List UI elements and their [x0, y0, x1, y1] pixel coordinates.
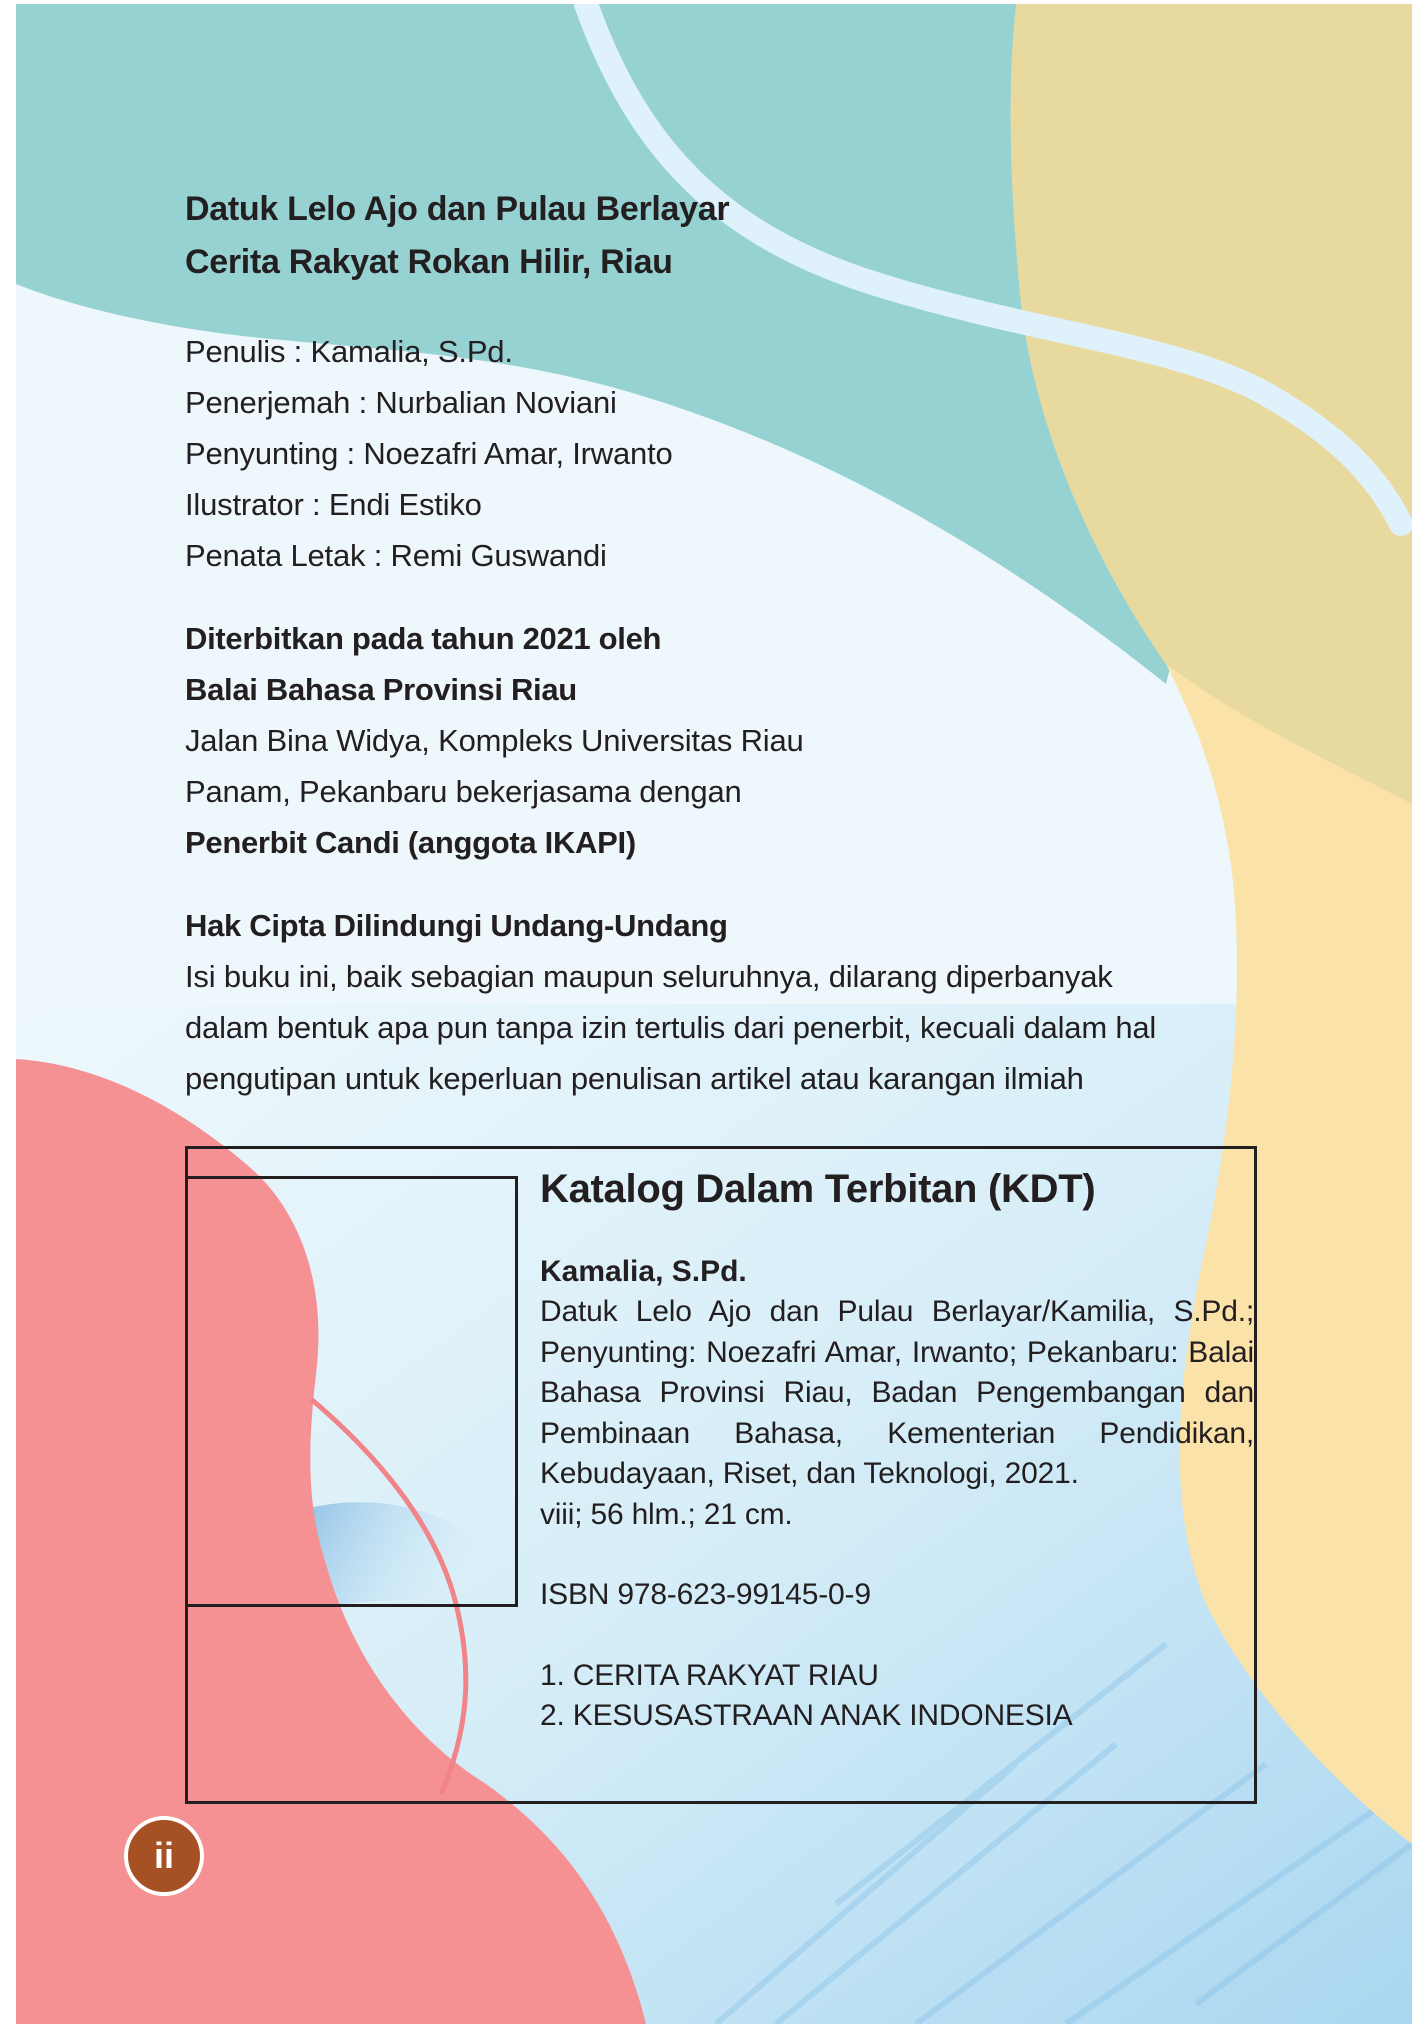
published-line: Diterbitkan pada tahun 2021 oleh: [185, 621, 662, 656]
book-title: Datuk Lelo Ajo dan Pulau Berlayar: [185, 190, 730, 228]
book-subtitle: Cerita Rakyat Rokan Hilir, Riau: [185, 243, 673, 281]
credit-layout: Penata Letak : Remi Guswandi: [185, 538, 607, 573]
kdt-subject-item: 1. CERITA RAKYAT RIAU: [540, 1658, 879, 1692]
kdt-subjects: [540, 1656, 1254, 1737]
kdt-author: Kamalia, S.Pd.: [540, 1255, 747, 1288]
credit-writer: Penulis : Kamalia, S.Pd.: [185, 334, 513, 369]
publisher-partner: Penerbit Candi (anggota IKAPI): [185, 825, 636, 860]
kdt-catalog: [540, 1164, 1254, 1737]
page-number-badge: ii: [124, 1816, 204, 1896]
kdt-inner-frame: [185, 1176, 518, 1607]
copyright-text-line: Isi buku ini, baik sebagian maupun seluruhnya, dilarang diperbanyak: [185, 959, 1113, 994]
publisher-address-line1: Jalan Bina Widya, Kompleks Universitas Riau: [185, 723, 804, 758]
copyright-text-line: pengutipan untuk keperluan penulisan artikel atau karangan ilmiah: [185, 1061, 1084, 1096]
kdt-heading: Katalog Dalam Terbitan (KDT): [540, 1167, 1096, 1211]
publisher-address-line2: Panam, Pekanbaru bekerjasama dengan: [185, 774, 742, 809]
kdt-extent: viii; 56 hlm.; 21 cm.: [540, 1497, 793, 1531]
kdt-description: Datuk Lelo Ajo dan Pulau Berlayar/Kamilia, S.Pd.; Penyunting: Noezafri Amar, Irwanto; Pekanbaru: Balai Bahasa Provinsi Riau, Badan Pengembangan dan Pembinaan Bahasa, Kementerian Pendidikan, Kebudayaan, Riset, dan Teknologi, 2021.: [540, 1295, 1254, 1490]
kdt-isbn: ISBN 978-623-99145-0-9: [540, 1578, 871, 1611]
publisher-name: Balai Bahasa Provinsi Riau: [185, 672, 577, 707]
credit-translator: Penerjemah : Nurbalian Noviani: [185, 385, 617, 420]
kdt-subject-item: 2. KESUSASTRAAN ANAK INDONESIA: [540, 1699, 1073, 1732]
copyright-heading: Hak Cipta Dilindungi Undang-Undang: [185, 908, 728, 943]
book-page: [16, 4, 1412, 2024]
credit-illustrator: Ilustrator : Endi Estiko: [185, 487, 482, 522]
credit-editor: Penyunting : Noezafri Amar, Irwanto: [185, 436, 673, 471]
copyright-text-line: dalam bentuk apa pun tanpa izin tertulis dari penerbit, kecuali dalam hal: [185, 1010, 1157, 1045]
